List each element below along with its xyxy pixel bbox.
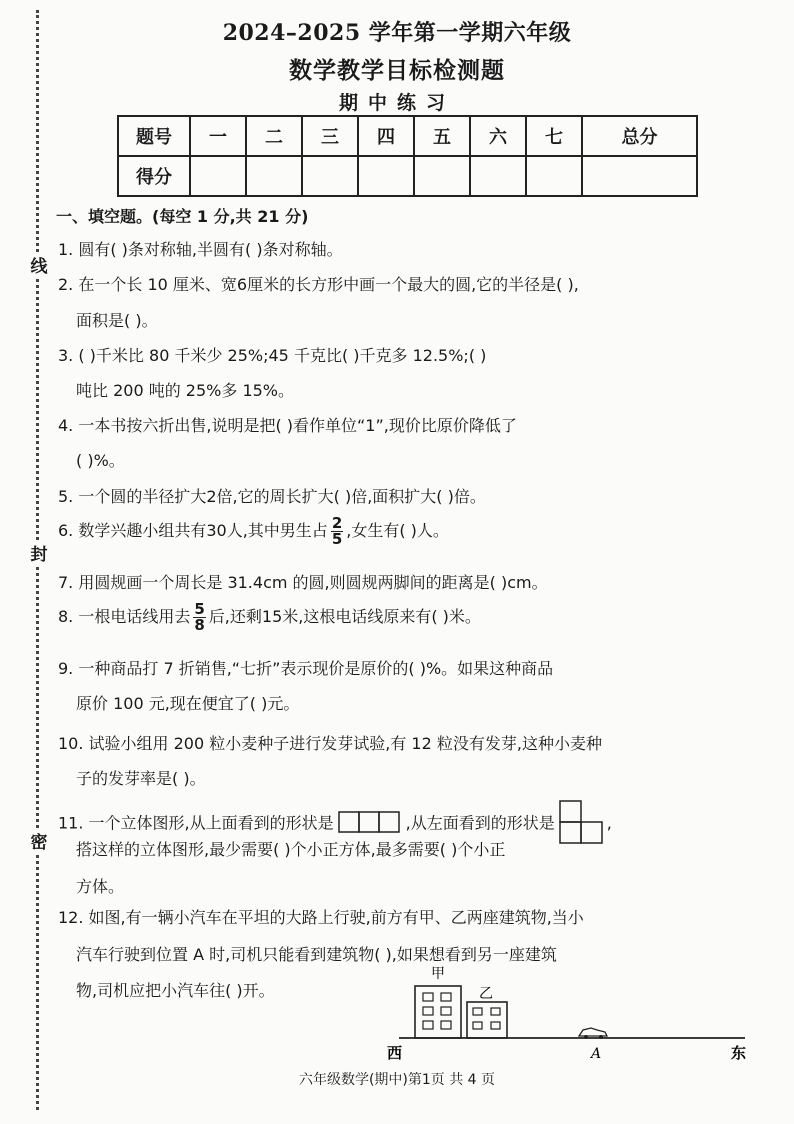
fraction-numerator: 2 [331, 514, 343, 532]
score-input-cell[interactable] [358, 156, 414, 196]
score-header-cell: 六 [470, 116, 526, 156]
left-view-figure [559, 800, 603, 848]
exam-title-line1: 2024–2025 学年第一学期六年级 [222, 20, 572, 46]
question-3-cont: 吨比 200 吨的 25%多 15%。 [76, 381, 295, 400]
fraction-denominator: 5 [331, 530, 343, 548]
question-1: 1. 圆有( )条对称轴,半圆有( )条对称轴。 [58, 240, 343, 259]
score-header-cell: 总分 [582, 116, 697, 156]
question-6-text-end: ,女生有( )人。 [346, 521, 449, 540]
question-11-text-mid: ,从左面看到的形状是 [405, 813, 555, 833]
direction-west: 西 [387, 1044, 403, 1062]
fraction-five-eighths [193, 602, 205, 633]
building-jia-label: 甲 [431, 966, 445, 982]
score-input-cell[interactable] [302, 156, 358, 196]
question-6-text: 6. 数学兴趣小组共有30人,其中男生占 [58, 521, 328, 540]
score-input-cell[interactable] [246, 156, 302, 196]
score-header-cell: 四 [358, 116, 414, 156]
question-3: 3. ( )千米比 80 千米少 25%;45 千克比( )千克多 12.5%;( ) [58, 346, 487, 365]
page-footer: 六年级数学(期中)第1页 共 4 页 [298, 1072, 496, 1088]
question-4: 4. 一本书按六折出售,说明是把( )看作单位“1”,现价比原价降低了 [58, 416, 517, 435]
binding-label-xian: 线 [28, 252, 50, 277]
score-input-cell[interactable] [582, 156, 697, 196]
question-11-cont2: 方体。 [76, 877, 125, 896]
question-11-cont: 搭这样的立体图形,最少需要( )个小正方体,最多需要( )个小正 [76, 840, 506, 859]
score-row-label: 得分 [118, 156, 190, 196]
direction-east: 东 [731, 1044, 747, 1062]
question-11-text-end: , [606, 813, 612, 833]
score-input-cell[interactable] [470, 156, 526, 196]
section-heading: 一、填空题。(每空 1 分,共 21 分) [56, 207, 309, 226]
score-header-cell: 五 [414, 116, 470, 156]
building-yi-label: 乙 [479, 986, 493, 1002]
fraction-numerator: 5 [194, 600, 205, 618]
score-input-cell[interactable] [190, 156, 246, 196]
score-header-cell: 三 [302, 116, 358, 156]
question-12: 12. 如图,有一辆小汽车在平坦的大路上行驶,前方有甲、乙两座建筑物,当小 [58, 908, 584, 927]
score-header-cell: 一 [190, 116, 246, 156]
building-yi [467, 1002, 507, 1038]
score-table [117, 115, 698, 197]
question-12-cont: 汽车行驶到位置 A 时,司机只能看到建筑物( ),如果想看到另一座建筑 [76, 945, 557, 964]
question-8-text: 8. 一根电话线用去 [58, 607, 191, 626]
question-8 [58, 602, 481, 633]
point-a-label: A [591, 1046, 602, 1062]
question-10-cont: 子的发芽率是( )。 [76, 769, 206, 788]
question-2: 2. 在一个长 10 厘米、宽6厘米的长方形中画一个最大的圆,它的半径是( ), [58, 275, 579, 294]
question-9-cont: 原价 100 元,现在便宜了( )元。 [76, 694, 300, 713]
score-header-cell: 二 [246, 116, 302, 156]
question-9: 9. 一种商品打 7 折销售,“七折”表示现价是原价的( )%。如果这种商品 [58, 659, 554, 678]
question-11-text: 11. 一个立体图形,从上面看到的形状是 [58, 813, 334, 833]
exam-subtitle: 期中练习 [338, 92, 455, 114]
question-5: 5. 一个圆的半径扩大2倍,它的周长扩大( )倍,面积扩大( )倍。 [58, 487, 486, 506]
question-2-cont: 面积是( )。 [76, 311, 158, 330]
question-12-cont2: 物,司机应把小汽车往( )开。 [76, 981, 275, 1000]
exam-title-line2: 数学教学目标检测题 [289, 57, 505, 84]
question-6 [58, 516, 449, 547]
question-7: 7. 用圆规画一个周长是 31.4cm 的圆,则圆规两脚间的距离是( )cm。 [58, 573, 548, 592]
road-buildings-figure [383, 962, 783, 1062]
question-4-cont: ( )%。 [76, 451, 125, 470]
binding-label-feng: 封 [28, 540, 50, 565]
fraction-denominator: 8 [194, 616, 205, 634]
top-view-figure [338, 811, 402, 837]
building-jia [415, 986, 461, 1038]
score-header-cell: 题号 [118, 116, 190, 156]
binding-label-mi: 密 [28, 828, 50, 853]
score-input-cell[interactable] [526, 156, 582, 196]
question-8-text-end: 后,还剩15米,这根电话线原来有( )米。 [208, 607, 481, 626]
score-input-cell[interactable] [414, 156, 470, 196]
score-header-cell: 七 [526, 116, 582, 156]
question-10: 10. 试验小组用 200 粒小麦种子进行发芽试验,有 12 粒没有发芽,这种小麦种 [58, 734, 602, 753]
fraction-two-fifths [331, 516, 343, 547]
